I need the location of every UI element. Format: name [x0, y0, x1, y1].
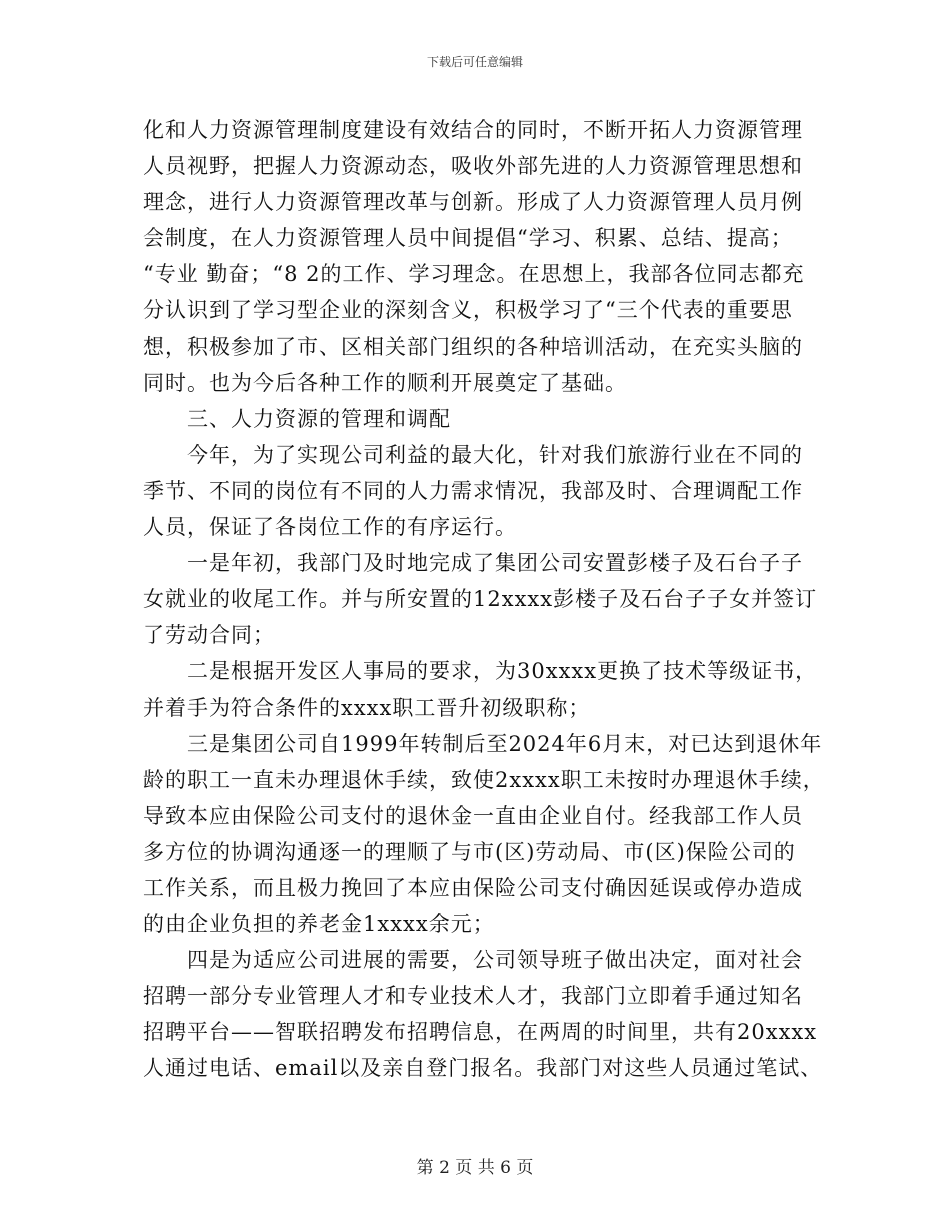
text-line: 今年，为了实现公司利益的最大化，针对我们旅游行业在不同的 [143, 442, 803, 467]
text-line: 导致本应由保险公司支付的退休金一直由企业自付。经我部工作人员 [143, 803, 803, 828]
text-line: 多方位的协调沟通逐一的理顺了与市(区)劳动局、市(区)保险公司的 [143, 839, 796, 864]
document-body [143, 112, 825, 1087]
text-line: 分认识到了学习型企业的深刻含义，积极学习了“三个代表的重要思 [143, 298, 793, 323]
text-line: 一是年初，我部门及时地完成了集团公司安置彭楼子及石台子子 [143, 551, 803, 576]
text-line: 并着手为符合条件的xxxx职工晋升初级职称； [143, 695, 591, 720]
text-line: 二是根据开发区人事局的要求，为30xxxx更换了技术等级证书， [143, 659, 818, 684]
page-header: 下载后可任意编辑 [426, 55, 523, 69]
text-line: 三是集团公司自1999年转制后至2024年6月末，对已达到退休年 [143, 731, 823, 756]
text-line: 招聘一部分专业管理人才和专业技术人才，我部门立即着手通过知名 [143, 984, 803, 1009]
text-line: 想，积极参加了市、区相关部门组织的各种培训活动，在充实头脑的 [143, 334, 803, 359]
text-line: 会制度，在人力资源管理人员中间提倡“学习、积累、总结、提高； [143, 226, 793, 251]
text-line: 人员视野，把握人力资源动态，吸收外部先进的人力资源管理思想和 [143, 154, 803, 179]
text-line: 了劳动合同； [143, 623, 275, 648]
section-heading: 三、人力资源的管理和调配 [143, 406, 451, 431]
text-line: “专业 勤奋；“8 2的工作、学习理念。在思想上，我部各位同志都充 [143, 262, 805, 287]
text-line: 化和人力资源管理制度建设有效结合的同时，不断开拓人力资源管理 [143, 118, 803, 142]
text-line: 的由企业负担的养老金1xxxx余元； [143, 912, 495, 937]
text-line: 招聘平台——智联招聘发布招聘信息，在两周的时间里，共有20xxxx [143, 1020, 818, 1045]
text-line: 季节、不同的岗位有不同的人力需求情况，我部及时、合理调配工作 [143, 478, 803, 503]
text-line: 四是为适应公司进展的需要，公司领导班子做出决定，面对社会 [143, 948, 803, 973]
text-line: 人通过电话、email以及亲自登门报名。我部门对这些人员通过笔试、 [143, 1056, 823, 1081]
text-line: 工作关系，而且极力挽回了本应由保险公司支付确因延误或停办造成 [143, 875, 803, 900]
text-line: 女就业的收尾工作。并与所安置的12xxxx彭楼子及石台子子女并签订 [143, 587, 818, 612]
text-line: 龄的职工一直未办理退休手续，致使2xxxx职工未按时办理退休手续， [143, 767, 825, 792]
page-footer: 第 2 页 共 6 页 [416, 1158, 534, 1178]
text-line: 同时。也为今后各种工作的顺利开展奠定了基础。 [143, 370, 627, 395]
text-line: 理念，进行人力资源管理改革与创新。形成了人力资源管理人员月例 [143, 190, 803, 215]
text-line: 人员，保证了各岗位工作的有序运行。 [143, 515, 517, 540]
